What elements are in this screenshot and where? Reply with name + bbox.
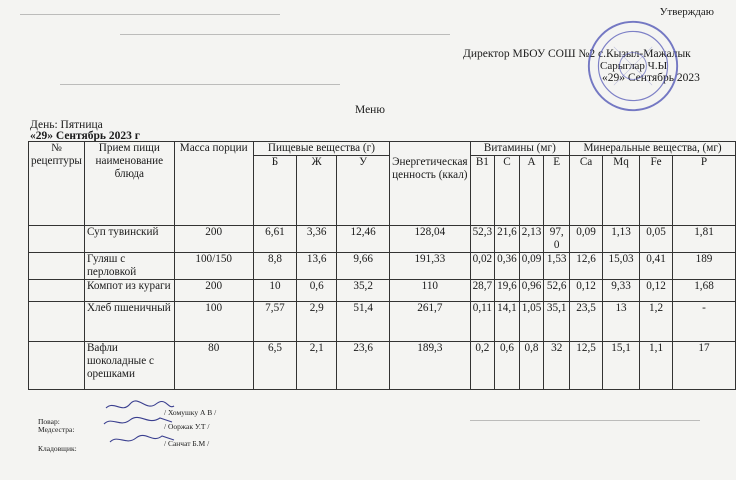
menu-date: «29» Сентябрь 2023 г [30, 130, 140, 142]
header-minerals: Минеральные вещества, (мг) [570, 142, 736, 156]
iron-cell: 1,1 [640, 342, 673, 390]
proteins-cell: 8,8 [253, 253, 296, 280]
vitamin-c-cell: 14,1 [495, 302, 520, 342]
fats-cell: 13,6 [297, 253, 337, 280]
nurse-name: / Ооржак У.Т / [164, 422, 210, 431]
proteins-cell: 10 [253, 280, 296, 302]
vitamin-e-cell: 52,6 [544, 280, 570, 302]
vitamin-c-cell: 19,6 [495, 280, 520, 302]
dish-name-cell: Хлеб пшеничный [84, 302, 174, 342]
phosphorus-cell: 189 [672, 253, 735, 280]
fats-cell: 0,6 [297, 280, 337, 302]
vitamin-c-cell: 21,6 [495, 226, 520, 253]
vitamin-c-cell: 0,36 [495, 253, 520, 280]
magnesium-cell: 1,13 [603, 226, 640, 253]
calcium-cell: 0,12 [570, 280, 603, 302]
storekeeper-role: Кладовщик: [38, 444, 77, 453]
header-vitamin-b1: В1 [470, 156, 495, 226]
carbs-cell: 9,66 [337, 253, 390, 280]
day-of-week: День: Пятница [30, 119, 103, 131]
portion-mass-cell: 100/150 [174, 253, 253, 280]
header-vitamins: Витамины (мг) [470, 142, 570, 156]
vitamin-b1-cell: 0,02 [470, 253, 495, 280]
cook-name: / Хомушку А В / [164, 408, 217, 417]
energy-cell: 261,7 [390, 302, 470, 342]
vitamin-b1-cell: 0,11 [470, 302, 495, 342]
vitamin-b1-cell: 0,2 [470, 342, 495, 390]
phosphorus-cell: - [672, 302, 735, 342]
dish-name-cell: Вафли шоколадные с орешками [84, 342, 174, 390]
iron-cell: 0,12 [640, 280, 673, 302]
recipe-number-cell [29, 226, 85, 253]
scan-artifact [60, 84, 340, 85]
vitamin-b1-cell: 28,7 [470, 280, 495, 302]
recipe-number-cell [29, 302, 85, 342]
official-stamp [585, 18, 681, 114]
vitamin-e-cell: 1,53 [544, 253, 570, 280]
phosphorus-cell: 17 [672, 342, 735, 390]
portion-mass-cell: 200 [174, 280, 253, 302]
header-carbs: У [337, 156, 390, 226]
energy-cell: 189,3 [390, 342, 470, 390]
header-iron: Fe [640, 156, 673, 226]
storekeeper-name: / Санчат Б.М / [164, 439, 210, 448]
portion-mass-cell: 80 [174, 342, 253, 390]
iron-cell: 0,05 [640, 226, 673, 253]
approval-date: «29» Сентябрь 2023 [602, 72, 700, 84]
director-line: Директор МБОУ СОШ №2 с.Кызыл-Мажалык [463, 48, 691, 60]
header-meal-name: Прием пищи наименование блюда [84, 142, 174, 226]
table-row [29, 280, 736, 302]
calcium-cell: 23,5 [570, 302, 603, 342]
energy-cell: 128,04 [390, 226, 470, 253]
cook-role: Повар: [38, 417, 60, 426]
vitamin-a-cell: 0,8 [519, 342, 544, 390]
energy-cell: 191,33 [390, 253, 470, 280]
energy-cell: 110 [390, 280, 470, 302]
menu-table [28, 141, 736, 390]
recipe-number-cell [29, 280, 85, 302]
calcium-cell: 12,5 [570, 342, 603, 390]
magnesium-cell: 15,1 [603, 342, 640, 390]
header-proteins: Б [253, 156, 296, 226]
vitamin-a-cell: 0,09 [519, 253, 544, 280]
magnesium-cell: 13 [603, 302, 640, 342]
proteins-cell: 6,5 [253, 342, 296, 390]
portion-mass-cell: 100 [174, 302, 253, 342]
fats-cell: 3,36 [297, 226, 337, 253]
magnesium-cell: 9,33 [603, 280, 640, 302]
carbs-cell: 51,4 [337, 302, 390, 342]
header-vitamin-a: А [519, 156, 544, 226]
header-vitamin-c: С [495, 156, 520, 226]
proteins-cell: 6,61 [253, 226, 296, 253]
nurse-role: Медсестра: [38, 425, 75, 434]
header-recipe-number: № рецептуры [29, 142, 85, 226]
menu-table-body [29, 226, 736, 390]
carbs-cell: 23,6 [337, 342, 390, 390]
header-vitamin-e: Е [544, 156, 570, 226]
portion-mass-cell: 200 [174, 226, 253, 253]
iron-cell: 0,41 [640, 253, 673, 280]
phosphorus-cell: 1,68 [672, 280, 735, 302]
header-magnesium: Мq [603, 156, 640, 226]
calcium-cell: 0,09 [570, 226, 603, 253]
fats-cell: 2,1 [297, 342, 337, 390]
header-nutrients: Пищевые вещества (г) [253, 142, 389, 156]
proteins-cell: 7,57 [253, 302, 296, 342]
fats-cell: 2,9 [297, 302, 337, 342]
calcium-cell: 12,6 [570, 253, 603, 280]
vitamin-c-cell: 0,6 [495, 342, 520, 390]
vitamin-e-cell: 35,1 [544, 302, 570, 342]
recipe-number-cell [29, 253, 85, 280]
dish-name-cell: Компот из кураги [84, 280, 174, 302]
carbs-cell: 12,46 [337, 226, 390, 253]
dish-name-cell: Суп тувинский [84, 226, 174, 253]
carbs-cell: 35,2 [337, 280, 390, 302]
header-portion-mass: Масса порции [174, 142, 253, 226]
table-row [29, 342, 736, 390]
header-fats: Ж [297, 156, 337, 226]
vitamin-e-cell: 97, 0 [544, 226, 570, 253]
header-energy: Энергетическая ценность (ккал) [390, 142, 470, 226]
iron-cell: 1,2 [640, 302, 673, 342]
approve-label: Утверждаю [659, 6, 714, 18]
scan-artifact [470, 420, 700, 421]
director-signature-name: Сарыглар Ч.Ы [600, 60, 668, 72]
vitamin-a-cell: 0,96 [519, 280, 544, 302]
magnesium-cell: 15,03 [603, 253, 640, 280]
header-calcium: Са [570, 156, 603, 226]
header-phosphorus: Р [672, 156, 735, 226]
handwritten-signatures [100, 398, 178, 450]
vitamin-a-cell: 1,05 [519, 302, 544, 342]
document-title: Меню [355, 104, 385, 116]
table-row [29, 226, 736, 253]
scan-artifact [120, 34, 450, 35]
phosphorus-cell: 1,81 [672, 226, 735, 253]
vitamin-a-cell: 2,13 [519, 226, 544, 253]
scan-artifact [20, 14, 280, 15]
recipe-number-cell [29, 342, 85, 390]
table-row [29, 253, 736, 280]
vitamin-e-cell: 32 [544, 342, 570, 390]
table-row [29, 302, 736, 342]
dish-name-cell: Гуляш с перловкой [84, 253, 174, 280]
vitamin-b1-cell: 52,3 [470, 226, 495, 253]
